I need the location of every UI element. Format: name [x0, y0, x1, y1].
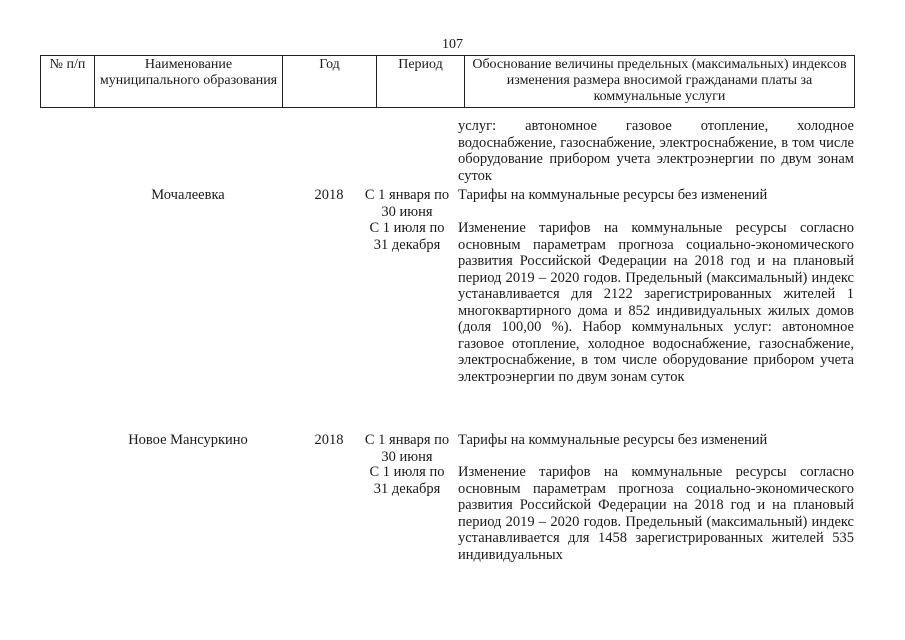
municipality-name: Мочалеевка	[151, 187, 225, 203]
basis-second-half: Изменение тарифов на коммунальные ресурсы согласно основным параметрам прогноза социально-экономического развития Российской Федерации на 2018 год и на плановый период 2019 – 2020 годов. Предельный (максимальный) индекс устанавливается для 2122 зарегистрированных жителей 1 многоквартирного дома и 852 индивидуальных жилых домов (доля 100,00 %). Набор коммунальных услуг: автономное газовое отопление, холодное водоснабжение, газоснабжение, электроснабжение, в том числе оборудование прибором учета электроэнергии по двум зонам суток	[458, 220, 854, 385]
page-number: 107	[442, 37, 463, 52]
period-second-half: С 1 июля по 31 декабря	[369, 220, 445, 253]
header-year: Год	[283, 56, 377, 108]
year-value: 2018	[314, 187, 344, 203]
period-first-half: С 1 января по 30 июня	[364, 187, 450, 220]
header-period: Период	[377, 56, 465, 108]
header-basis: Обоснование величины предельных (максимальных) индексов изменения размера вносимой гражданами платы за коммунальные услуги	[465, 56, 855, 108]
period-first-half: С 1 января по 30 июня	[364, 432, 450, 465]
table-header	[40, 55, 855, 108]
header-municipality: Наименование муниципального образования	[95, 56, 283, 108]
basis-first-half: Тарифы на коммунальные ресурсы без изменений	[458, 187, 768, 203]
year-value: 2018	[314, 432, 344, 448]
header-number: № п/п	[41, 56, 95, 108]
basis-first-half: Тарифы на коммунальные ресурсы без изменений	[458, 432, 768, 448]
municipality-name: Новое Мансуркино	[128, 432, 248, 448]
period-second-half: С 1 июля по 31 декабря	[369, 464, 445, 497]
continuation-text: услуг: автономное газовое отопление, холодное водоснабжение, газоснабжение, электроснабжение, в том числе оборудование прибором учета электроэнергии по двум зонам суток	[458, 118, 854, 184]
basis-second-half: Изменение тарифов на коммунальные ресурсы согласно основным параметрам прогноза социально-экономического развития Российской Федерации на 2018 год и на плановый период 2019 – 2020 годов. Предельный (максимальный) индекс устанавливается для 1458 зарегистрированных жителей 535 индивидуальных	[458, 464, 854, 563]
